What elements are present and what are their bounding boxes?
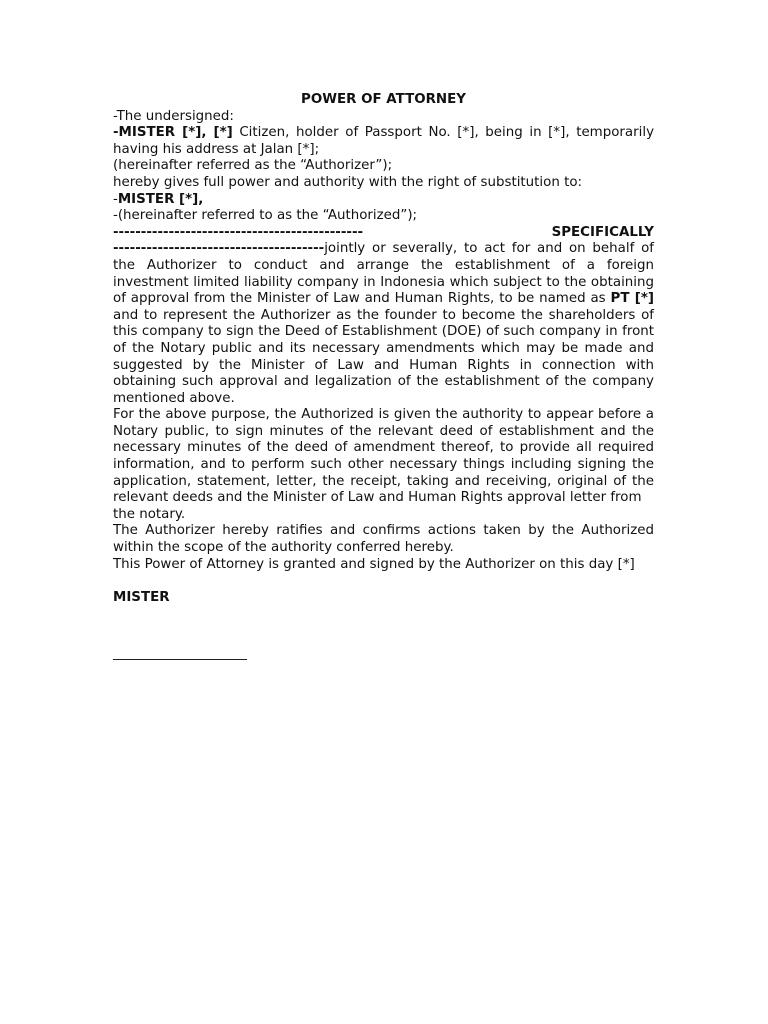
party1-details: Citizen, holder of Passport No. [*], being in [*], temporarily having his address at Jalan [*]; xyxy=(113,125,654,157)
specifically-dashes-left: --------------------------------------------- xyxy=(113,224,364,240)
authorized-reference: -(hereinafter referred to as the “Authorized”); xyxy=(113,208,418,224)
purpose-paragraph: For the above purpose, the Authorized is given the authority to appear before a Notary public, to sign minutes of the relevant deed of establishment and the necessary minutes of the deed of amendment thereof, to provide all required information, and to perform such other necessary things including signing the application, statement, letter, the receipt, taking and receiving, original of the relevant deeds and the Minister of Law and Human Rights approval letter from xyxy=(113,407,654,506)
party2-prefix: - xyxy=(113,191,118,207)
party1-name: -MISTER [*], [*] xyxy=(113,125,233,141)
party1-paragraph xyxy=(113,125,654,158)
document-page xyxy=(113,92,654,663)
signature-space xyxy=(113,606,654,646)
grant-statement: hereby gives full power and authority with the right of substitution to: xyxy=(113,174,583,190)
mandate-text-part1: jointly or severally, to act for and on behalf of the Authorizer to conduct and arrange the establishment of a foreign investment limited liability company in Indonesia which subject to the obtaining of approval from the Minister of Law and Human Rights, to be named as xyxy=(113,241,654,307)
party2-line xyxy=(113,192,654,209)
specifically-dashes-right: -------------------------------------- xyxy=(113,241,325,257)
document-title: POWER OF ATTORNEY xyxy=(301,92,466,107)
ratify-paragraph: The Authorizer hereby ratifies and confirms actions taken by the Authorized within the scope of the authority conferred hereby. xyxy=(113,523,654,556)
authorizer-reference: (hereinafter referred as the “Authorizer”); xyxy=(113,158,393,174)
mandate-paragraph xyxy=(113,241,654,407)
mandate-text-part2: and to represent the Authorizer as the founder to become the shareholders of this company to sign the Deed of Establishment (DOE) of such company in front of the Notary public and its necessary amendments which may be made and suggested by the Minister of Law and Human Rights in connection with obtaining such approval and legalization of the establishment of the company mentioned above. xyxy=(113,307,654,406)
signatory-name: MISTER xyxy=(113,589,170,605)
signature-line: ____________________ xyxy=(113,646,247,662)
undersigned-label: -The undersigned: xyxy=(113,108,234,124)
granted-statement: This Power of Attorney is granted and signed by the Authorizer on this day [*] xyxy=(113,556,635,572)
specifically-divider xyxy=(113,225,654,242)
spacer xyxy=(113,573,654,590)
party2-name: MISTER [*], xyxy=(117,191,204,207)
company-name: PT [*] xyxy=(610,291,655,307)
purpose-tail: the notary. xyxy=(113,506,186,522)
specifically-word: SPECIFICALLY xyxy=(551,224,654,240)
